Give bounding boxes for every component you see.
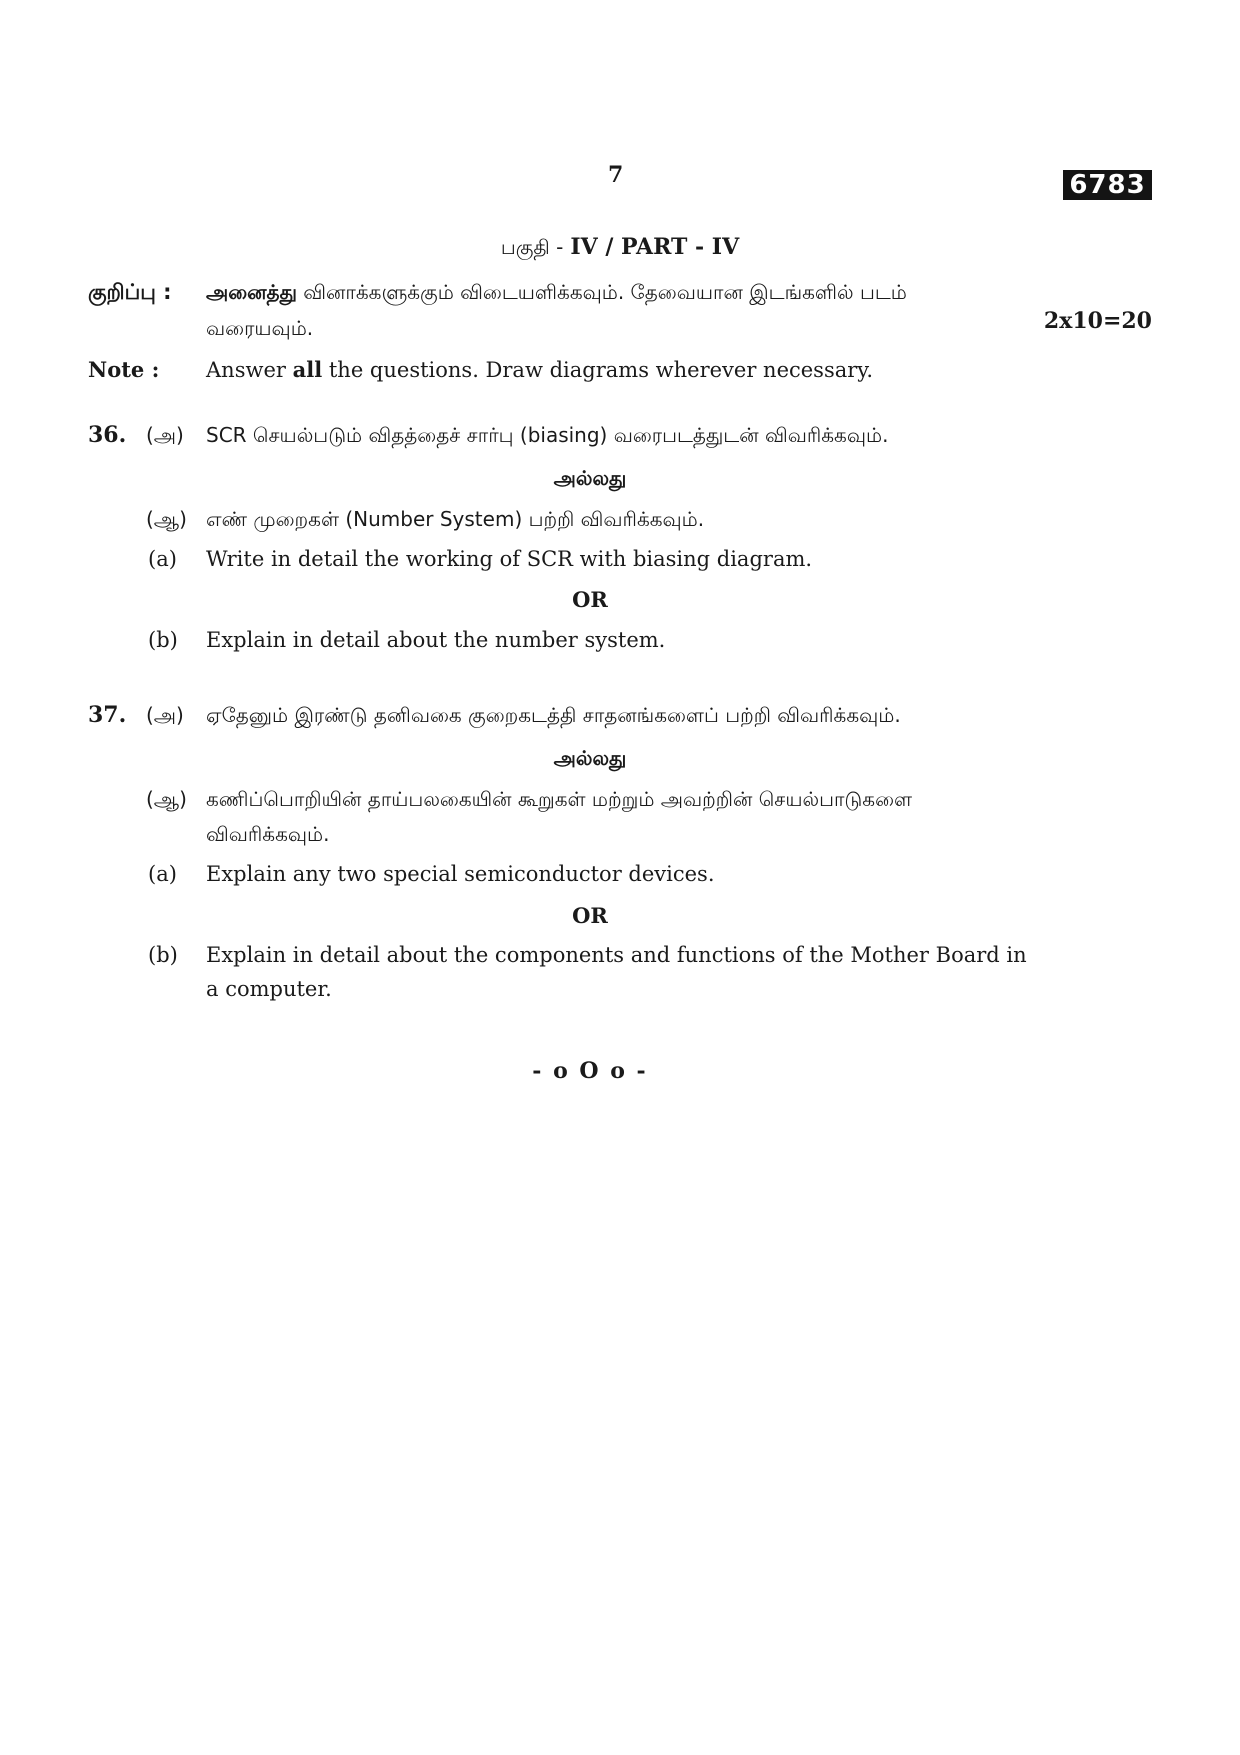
q36-en-a-text: Write in detail the working of SCR with biasing diagram. (206, 547, 813, 571)
note-tamil-label: குறிப்பு : (88, 280, 172, 304)
part-heading-tamil: பகுதி - (500, 235, 564, 259)
q37-tamil-a-text: ஏதேனும் இரண்டு தனிவகை குறைகடத்தி சாதனங்களைப் பற்றி விவரிக்கவும். (206, 703, 901, 727)
end-of-paper-mark: - o O o - (532, 1058, 648, 1084)
q37-en-b-label: (b) (148, 943, 178, 967)
paper-code-badge: 6783 (1063, 170, 1152, 200)
note-english-text-after: the questions. Draw diagrams wherever necessary. (328, 358, 874, 382)
q37-tamil-or: அல்லது (553, 746, 627, 770)
q37-en-a-text: Explain any two special semiconductor devices. (206, 862, 715, 886)
note-english-label: Note : (88, 357, 160, 382)
q36-tamil-b-label: (ஆ) (146, 507, 187, 531)
note-english-text-before: Answer (206, 358, 286, 382)
q36-tamil-b-text: எண் முறைகள் (Number System) பற்றி விவரிக்கவும். (206, 507, 705, 531)
q36-en-or: OR (572, 587, 608, 612)
marks-allocation: 2x10=20 (1043, 308, 1152, 334)
q37-tamil-b-label: (ஆ) (146, 787, 187, 811)
part-heading-english: IV / PART - IV (570, 234, 740, 260)
question-number: 36. (88, 422, 127, 448)
q37-en-b-text-line1: Explain in detail about the components and functions of the Mother Board in (206, 943, 1027, 967)
note-english-bold-word: all (292, 357, 323, 382)
q36-en-b-text: Explain in detail about the number system. (206, 628, 666, 652)
q36-en-b-label: (b) (148, 628, 178, 652)
q36-tamil-a-text: SCR செயல்படும் விதத்தைச் சார்பு (biasing) வரைபடத்துடன் விவரிக்கவும். (206, 423, 889, 447)
q37-en-or: OR (572, 903, 608, 928)
q37-en-b-text-line2: a computer. (206, 977, 332, 1001)
note-tamil-text: வினாக்களுக்கும் விடையளிக்கவும். தேவையான இடங்களில் படம் (303, 280, 907, 304)
q37-tamil-b-text-line1: கணிப்பொறியின் தாய்பலகையின் கூறுகள் மற்றும் அவற்றின் செயல்பாடுகளை (206, 787, 913, 811)
note-tamil-line1 (206, 280, 907, 307)
note-tamil-line2: வரையவும். (206, 316, 314, 340)
q37-tamil-a-label: (அ) (146, 703, 184, 727)
page-number: 7 (608, 162, 624, 188)
q36-tamil-or: அல்லது (553, 466, 627, 490)
note-english-text (206, 357, 873, 382)
q37-en-a-label: (a) (148, 862, 177, 886)
q36-en-a-label: (a) (148, 547, 177, 571)
note-tamil-bold-word: அனைத்து (206, 280, 297, 304)
q36-tamil-a-label: (அ) (146, 423, 184, 447)
question-number: 37. (88, 702, 127, 728)
q37-tamil-b-text-line2: விவரிக்கவும். (206, 822, 330, 846)
part-heading (0, 234, 1240, 262)
